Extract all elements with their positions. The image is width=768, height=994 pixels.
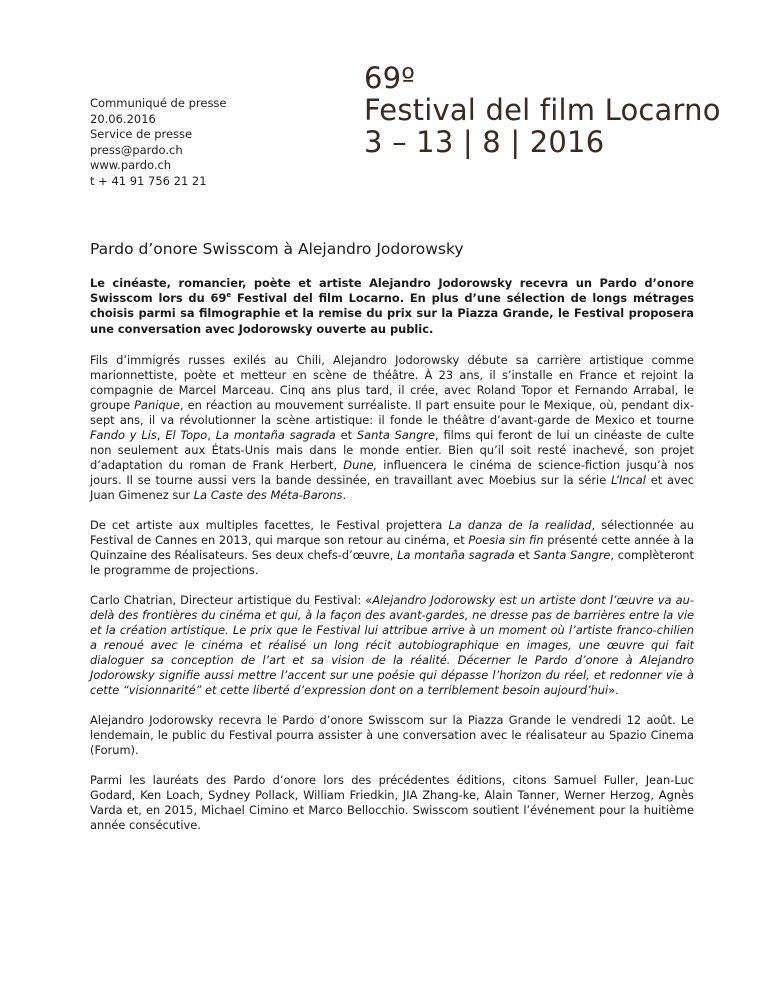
past-laureates-paragraph: Parmi les lauréats des Pardo d’onore lors des précédentes éditions, citons Samuel Fuller, Jean-Luc Godard, Ken Loach, Sydney Pollack, William Friedkin, JIA Zhang-ke, Alain Tanner, Werner Herzog, Agnès Varda et, en 2015, Michael Cimino et Marco Bellocchio. Swisscom soutient l’événement pour la huitième année consécutive. bbox=[90, 772, 694, 832]
press-email: press@pardo.ch bbox=[90, 142, 183, 157]
film-title: Dune, bbox=[343, 457, 378, 472]
bio-text: , bbox=[156, 427, 166, 442]
screenings-text: et bbox=[514, 547, 534, 562]
ceremony-paragraph: Alejandro Jodorowsky recevra le Pardo d’onore Swisscom sur la Piazza Grande le vendredi 12 août. Le lendemain, le public du Festival pourra assister à une conversation avec le réalisateur au Spazio Cinema (Forum). bbox=[90, 712, 694, 757]
quote-close: ». bbox=[608, 682, 619, 697]
comic-title: La Caste des Méta-Barons bbox=[193, 487, 343, 502]
ordinal-suffix: e bbox=[226, 291, 232, 300]
screenings-paragraph bbox=[90, 518, 694, 578]
phone-number: t + 41 91 756 21 21 bbox=[90, 173, 207, 188]
lead-paragraph bbox=[90, 276, 694, 337]
bio-text: , bbox=[207, 427, 216, 442]
bio-text: , films qui feront de lui un cinéaste de culte non seulement aux États-Unis mais dans le monde entier. Bien qu’il soit resté inachevé, son projet d’adaptation du roman de Frank Herbert, bbox=[90, 427, 694, 472]
festival-edition: 69º bbox=[364, 61, 416, 95]
screenings-text: présenté cette année à la Quinzaine des Réalisateurs. Ses deux chefs-d’œuvre, bbox=[90, 532, 694, 562]
film-title: La montaña sagrada bbox=[215, 427, 336, 442]
screenings-text: , complèteront le programme de projections. bbox=[90, 547, 694, 577]
bio-text: . bbox=[342, 487, 347, 502]
lead-text-2: Festival del film Locarno. En plus d’une sélection de longs métrages choisis parmi sa filmographie et la remise du prix sur la Piazza Grande, le Festival proposera une conversation avec Jodorowsky ouverte au public. bbox=[90, 291, 694, 336]
film-title: Poesia sin fin bbox=[468, 532, 544, 547]
film-title: El Topo bbox=[165, 427, 208, 442]
press-date: 20.06.2016 bbox=[90, 111, 156, 126]
festival-name: Festival del film Locarno bbox=[364, 93, 721, 127]
work-title: Panique bbox=[134, 397, 180, 412]
comic-title: L’Incal bbox=[611, 472, 646, 487]
press-contact-block bbox=[90, 96, 227, 189]
festival-dates: 3 – 13 | 8 | 2016 bbox=[364, 125, 605, 159]
film-title: Santa Sangre bbox=[533, 547, 611, 562]
bio-text: , en réaction au mouvement surréaliste. Il part ensuite pour le Mexique, où, pendant dix-sept ans, il va révolutionner la scène artistique: il fonde le théâtre d’avant-garde de Mexico et tourne bbox=[90, 397, 694, 427]
bio-text: Fils d’immigrés russes exilés au Chili, Alejandro Jodorowsky débute sa carrière artistique comme marionnettiste, poète et metteur en scène de théâtre. À 23 ans, il s’installe en France et rejoint la compagnie de Marcel Marceau. Cinq ans plus tard, il crée, avec Roland Topor et Fernando Arrabal, le groupe bbox=[90, 352, 694, 412]
bio-text: et bbox=[335, 427, 357, 442]
biography-paragraph bbox=[90, 353, 694, 503]
bio-text: influencera le cinéma de science-fiction jusqu’à nos jours. Il se tourne aussi vers la bande dessinée, en travaillant avec Moebius sur la série bbox=[90, 457, 694, 487]
press-service: Service de presse bbox=[90, 127, 193, 141]
press-release-title: Pardo d’onore Swisscom à Alejandro Jodorowsky bbox=[90, 240, 464, 258]
director-quote: Alejandro Jodorowsky est un artiste dont l’œuvre va au-delà des frontières du cinéma et qui, à la façon des avant-gardes, ne dresse pas de barrières entre la vie et la création artistique. Le prix que le Festival lui attribue arrive à un moment où l’artiste franco-chilien a renoué avec le cinéma et réalisé un long récit autobiographique en images, une œuvre qui fait dialoguer sa conception de l’art et sa vision de la réalité. Décerner le Pardo d’onore à Alejandro Jodorowsky signifie aussi mettre l’accent sur une poésie qui dépasse l’horizon du réel, et redonner vie à cette “visionnarité” et cette liberté d’expression dont on a terriblement besoin aujourd’hui bbox=[90, 592, 694, 697]
film-title: Santa Sangre bbox=[356, 427, 435, 442]
quote-attribution: Carlo Chatrian, Directeur artistique du Festival: « bbox=[90, 592, 373, 607]
screenings-text: , sélectionnée au Festival de Cannes en 2013, qui marque son retour au cinéma, et bbox=[90, 517, 694, 547]
quote-paragraph bbox=[90, 593, 694, 698]
press-release-body bbox=[90, 240, 694, 848]
film-title: La montaña sagrada bbox=[397, 547, 515, 562]
film-title: Fando y Lis bbox=[90, 427, 157, 442]
screenings-text: De cet artiste aux multiples facettes, le Festival projettera bbox=[90, 517, 449, 532]
bio-text: et avec Juan Gimenez sur bbox=[90, 472, 694, 502]
lead-text-1: Le cinéaste, romancier, poète et artiste Alejandro Jodorowsky recevra un Pardo d’onore Swisscom lors du 69 bbox=[90, 276, 694, 306]
document-type: Communiqué de presse bbox=[90, 96, 227, 110]
festival-header bbox=[364, 62, 721, 158]
film-title: La danza de la realidad bbox=[448, 517, 592, 532]
website: www.pardo.ch bbox=[90, 158, 172, 172]
